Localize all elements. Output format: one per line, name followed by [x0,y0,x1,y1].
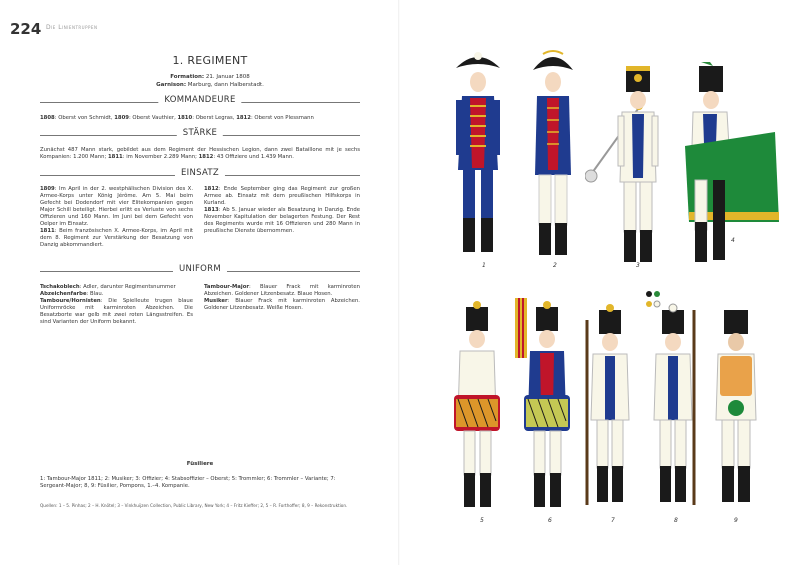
figure-number-2: 2 [553,262,557,269]
figure-number-3: 3 [636,262,640,269]
figure-number-9: 9 [734,517,738,524]
figure-musician [525,40,580,265]
figure-number-4: 4 [731,237,735,244]
section-kommandeure: KOMMANDEURE [40,97,360,107]
page-number: 224 [10,20,42,38]
figure-fusilier-back [708,300,766,515]
article-title: 1. REGIMENT [172,54,248,67]
pompon-colors [645,290,665,310]
figure-number-1: 1 [482,262,486,269]
formation-line: Formation: 21. Januar 1808 [170,74,250,80]
section-uniform: UNIFORM [40,266,360,276]
figure-caption-title: Füsiliere [186,461,214,467]
staerke-text: Zunächst 487 Mann stark, gebildet aus dem Regiment der Hessischen Legion, dann zwei Bataillone mit je sechs Kompanien: 1.200 Mann; 1811: im November 2.289 Mann; 1812: 43 Offiziere und 1.439 Mann. [40,147,360,160]
figure-officer [612,62,664,267]
figure-fusilier [646,300,701,515]
garrison-line: Garnison: Marburg, dann Halberstadt. [156,82,264,88]
figure-caption: 1: Tambour-Major 1811; 2: Musiker; 3: Offizier; 4: Stabsoffizier – Oberst; 5: Trommler; 6: Trommler – Variante; 7: Sergeant-Major; 8, 9: Füsilier, Pompons, 1.–4. Kompanie. [40,476,336,489]
figure-drummer-variant [518,295,578,515]
figure-number-5: 5 [480,517,484,524]
section-einsatz: EINSATZ [40,170,360,180]
figure-number-6: 6 [548,517,552,524]
sources-note: Quellen: 1 – 5. Pinhas; 2 – H. Knötel; 3 – Vinkhuijzen Collection, Public Library, New York; 4 – Fritz Kieffer; 2, 5 – R. Forthoffer; 8, 9 – Rekonstruktion. [40,503,348,508]
figure-drummer [448,295,508,515]
figure-lace-swatch [515,298,527,358]
running-title: Die Linientruppen [46,24,98,31]
figure-number-8: 8 [674,517,678,524]
figure-tambour-major [448,40,508,265]
section-staerke: STÄRKE [40,130,360,140]
kommandeure-text: 1808: Oberst von Schmidt, 1809: Oberst Vauthier, 1810: Oberst Legras, 1812: Oberst von Plessmann [40,115,314,121]
uniform-col-left: Tschakoblech: Adler, darunter Regimentsnummer Abzeichenfarbe: Blau. Tamboure/Hornisten: Die Spielleute trugen blaue Uniformröcke mit karminroten Abzeichen. Die Besatzborte war gelb mit zwei roten Längsstreifen. Es sind Varianten der Uniform bekannt. [40,284,193,325]
einsatz-col-right: 1812: Ende September ging das Regiment zur großen Armee ab. Einsatz mit dem preußischen Hilfskorps in Kurland. 1813: Ab 5. Januar wieder als Besatzung in Danzig. Ende November Kapitulation der belagerten Festung. Der Rest des Regiments wurde mit 16 Offizieren und 280 Mann in preußische Dienste übernommen. [204,186,360,234]
figure-number-7: 7 [611,517,615,524]
einsatz-col-left: 1809: Im April in der 2. westphälischen Division des X. Armee-Korps unter König Jérôme. Am 5. Mai beim Gefecht bei Dodendorf mit vier Elitekompanien gegen Major Schill beteiligt. Hierbei erlitt es Verluste von sechs Offizieren und 160 Mann. Im Juni bei dem Gefecht von Oelper im Einsatz. 1811: Beim französischen X. Armee-Korps, im April mit dem 8. Regiment zur Verstärkung der Besatzung von Danzig abkommandiert. [40,186,193,248]
uniform-col-right: Tambour-Major: Blauer Frack mit karminroten Abzeichen. Goldener Litzenbesatz. Blaue Hosen. Musiker: Blauer Frack mit karminroten Abzeichen. Goldener Litzenbesatz. Weiße Hosen. [204,284,360,311]
figure-staff-officer-horse [675,62,785,267]
figure-sergeant-major [583,300,638,515]
right-page [400,0,800,565]
